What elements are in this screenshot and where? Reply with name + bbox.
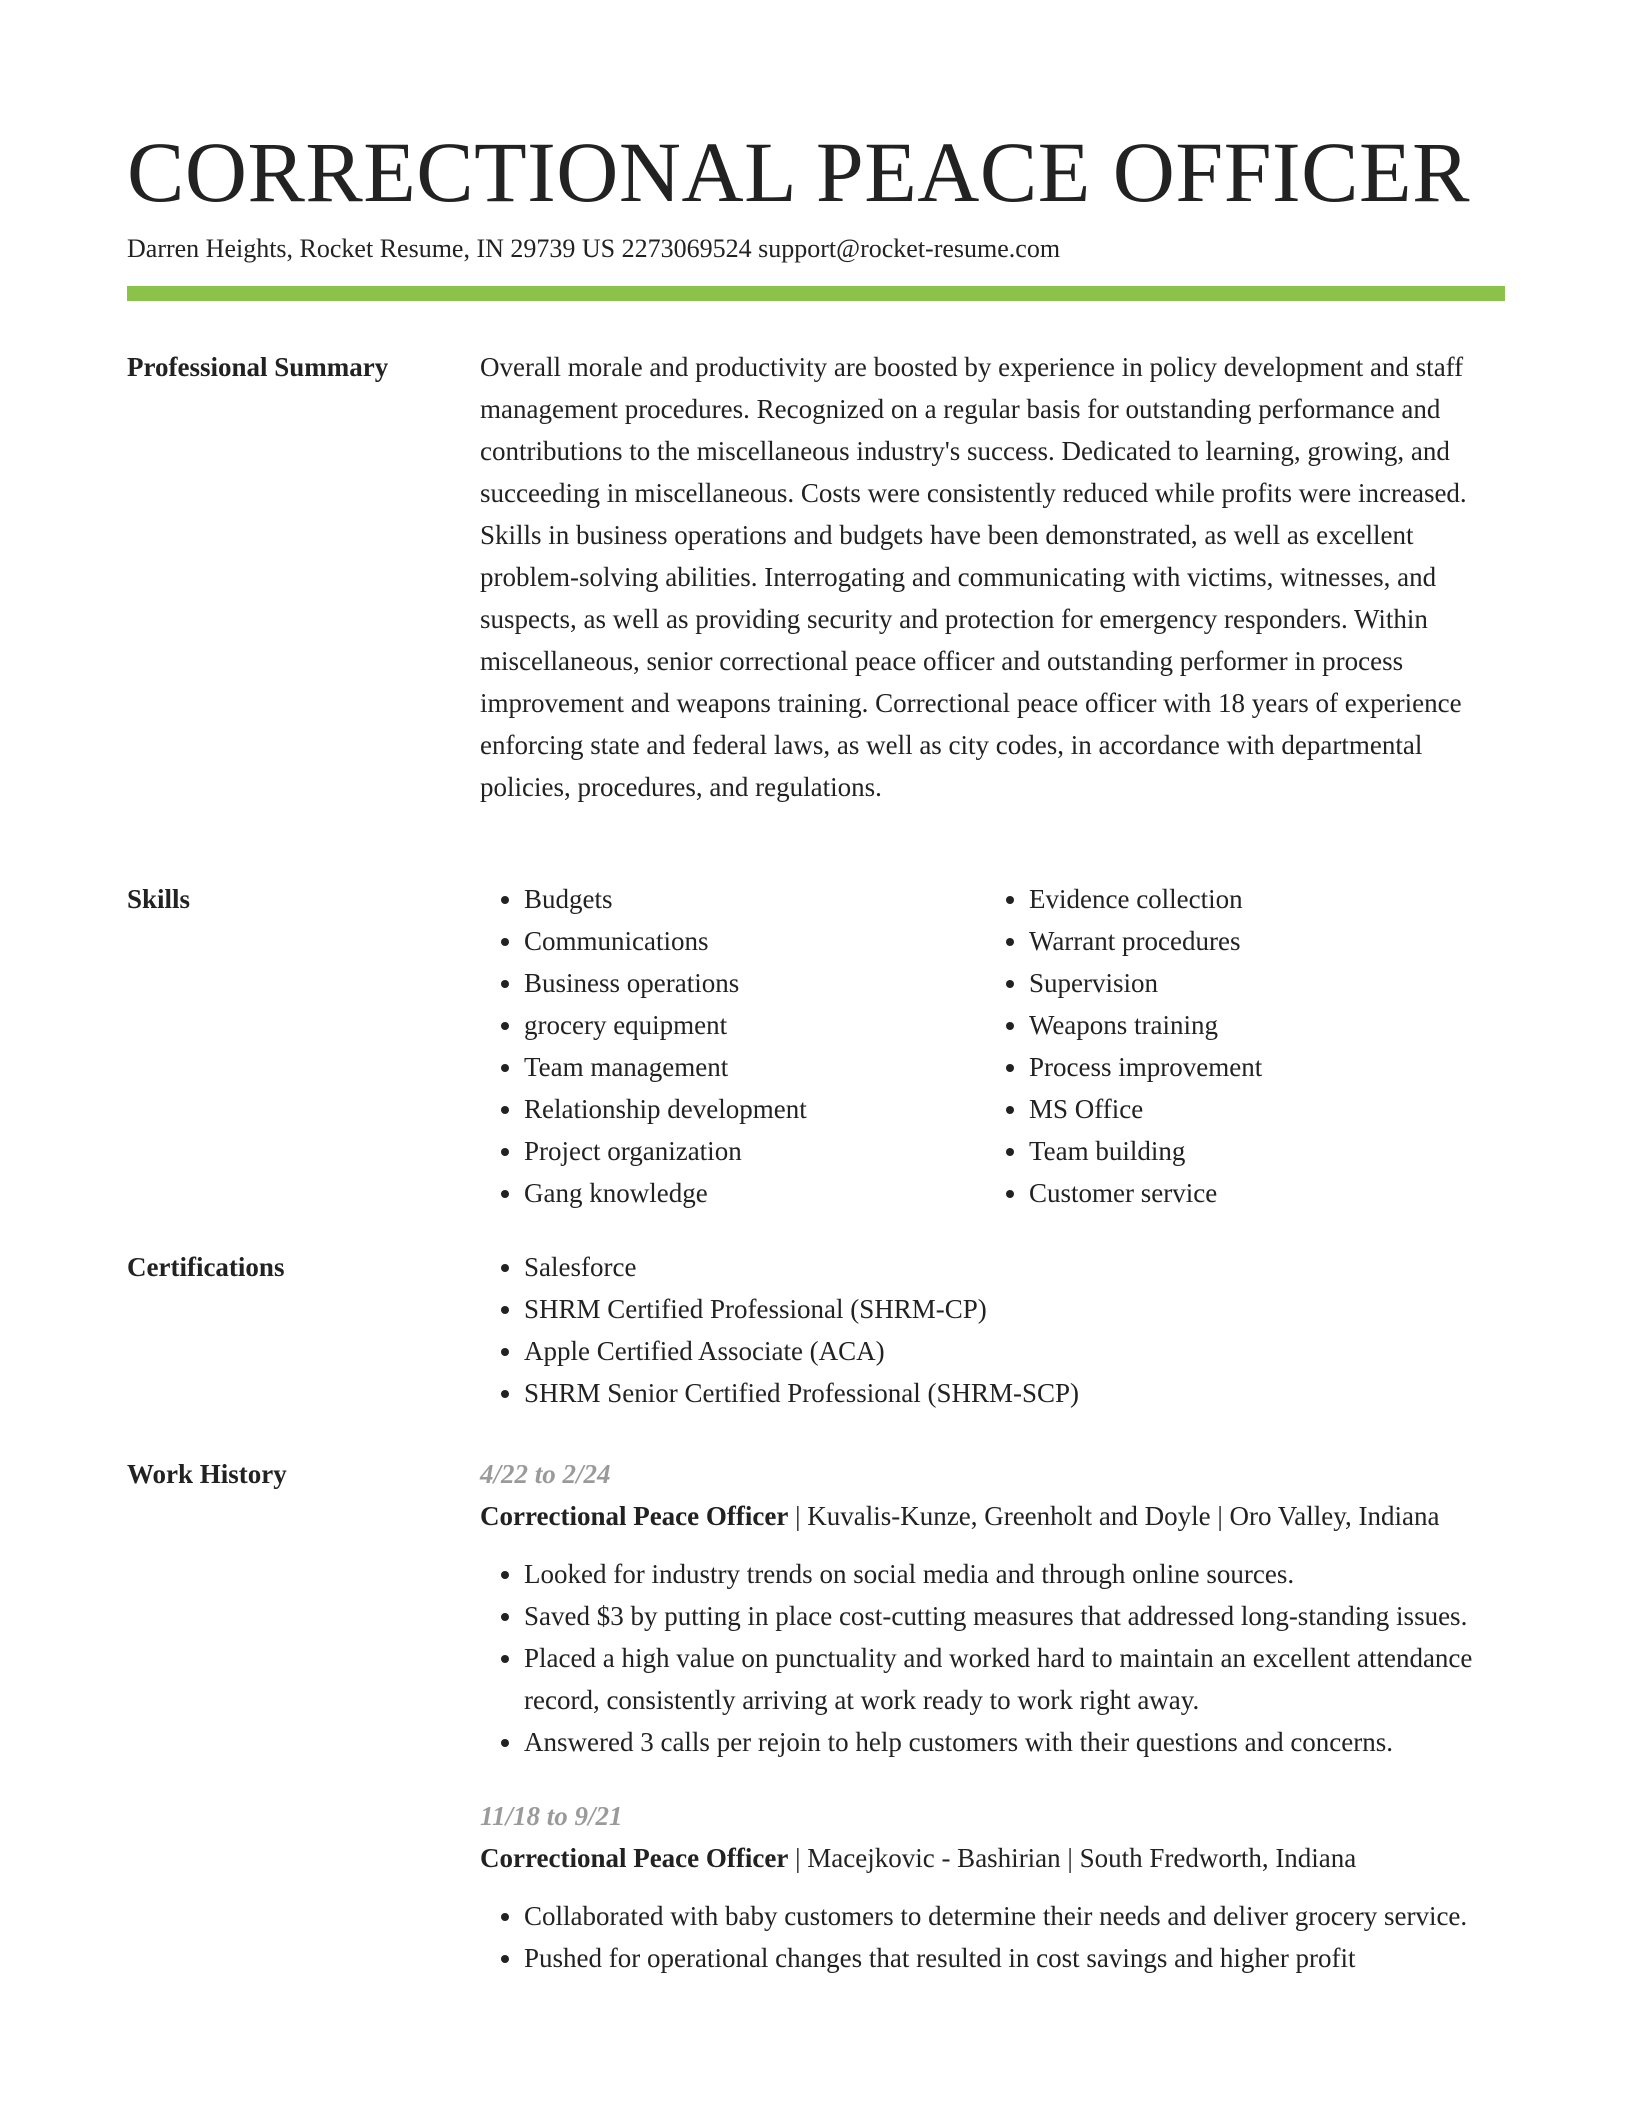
job-header	[480, 1837, 1505, 1879]
skill-item: • grocery equipment	[524, 1004, 985, 1046]
summary-text: Overall morale and productivity are boosted by experience in policy development and staff management procedures. Recognized on a regular basis for outstanding performance and contributions to the miscellaneous industry's success. Dedicated to learning, growing, and succeeding in miscellaneous. Costs were consistently reduced while profits were increased. Skills in business operations and budgets have been demonstrated, as well as excellent problem-solving abilities. Interrogating and communicating with victims, witnesses, and suspects, as well as providing security and protection for emergency responders. Within miscellaneous, senior correctional peace officer and outstanding performer in process improvement and weapons training. Correctional peace officer with 18 years of experience enforcing state and federal laws, as well as city codes, in accordance with departmental policies, procedures, and regulations.	[480, 352, 1467, 802]
job-title: Correctional Peace Officer	[480, 1843, 789, 1873]
skill-item: • Weapons training	[1029, 1004, 1490, 1046]
skill-item: • Project organization	[524, 1130, 985, 1172]
job-bullet: • Pushed for operational changes that resulted in cost savings and higher profit	[524, 1937, 1505, 1979]
certification-item: • SHRM Senior Certified Professional (SHRM-SCP)	[524, 1372, 1505, 1414]
skill-item: • Gang knowledge	[524, 1172, 985, 1214]
resume-title: CORRECTIONAL PEACE OFFICER	[127, 124, 1470, 220]
skill-item: • Supervision	[1029, 962, 1490, 1004]
job-dates: 4/22 to 2/24	[480, 1459, 611, 1489]
job-bullets	[480, 1553, 1505, 1763]
job-bullets	[480, 1895, 1505, 1979]
skill-item: • Team building	[1029, 1130, 1490, 1172]
skill-item: • Evidence collection	[1029, 878, 1490, 920]
job-entry	[480, 1453, 1505, 1763]
contact-line: Darren Heights, Rocket Resume, IN 29739 US 2273069524 support@rocket-resume.com	[127, 234, 1061, 263]
skill-item: • Communications	[524, 920, 985, 962]
job-header	[480, 1495, 1505, 1537]
section-title-skills: Skills	[127, 884, 191, 914]
skill-item: • Relationship development	[524, 1088, 985, 1130]
job-bullet: • Looked for industry trends on social media and through online sources.	[524, 1553, 1505, 1595]
job-employer-location: | Kuvalis-Kunze, Greenholt and Doyle | Oro Valley, Indiana	[788, 1501, 1440, 1531]
skill-item: • Warrant procedures	[1029, 920, 1490, 962]
skill-item: • Process improvement	[1029, 1046, 1490, 1088]
skill-item: • MS Office	[1029, 1088, 1490, 1130]
job-title: Correctional Peace Officer	[480, 1501, 789, 1531]
skill-item: • Team management	[524, 1046, 985, 1088]
skills-list-right	[985, 878, 1490, 1214]
section-title-summary: Professional Summary	[127, 352, 389, 382]
skills-list-left	[480, 878, 985, 1214]
skill-item: • Business operations	[524, 962, 985, 1004]
job-employer-location: | Macejkovic - Bashirian | South Fredworth, Indiana	[788, 1843, 1357, 1873]
certification-item: • SHRM Certified Professional (SHRM-CP)	[524, 1288, 1505, 1330]
certification-item: • Salesforce	[524, 1246, 1505, 1288]
job-bullet: • Placed a high value on punctuality and worked hard to maintain an excellent attendance record, consistently arriving at work ready to work right away.	[524, 1637, 1505, 1721]
skill-item: • Budgets	[524, 878, 985, 920]
skill-item: • Customer service	[1029, 1172, 1490, 1214]
job-bullet: • Answered 3 calls per rejoin to help customers with their questions and concerns.	[524, 1721, 1505, 1763]
certifications-list	[480, 1246, 1505, 1414]
section-title-work-history: Work History	[127, 1459, 287, 1489]
section-title-certifications: Certifications	[127, 1252, 285, 1282]
job-bullet: • Collaborated with baby customers to determine their needs and deliver grocery service.	[524, 1895, 1505, 1937]
job-bullet: • Saved $3 by putting in place cost-cutting measures that addressed long-standing issues.	[524, 1595, 1505, 1637]
job-dates: 11/18 to 9/21	[480, 1801, 623, 1831]
certification-item: • Apple Certified Associate (ACA)	[524, 1330, 1505, 1372]
header-divider	[127, 286, 1505, 301]
job-entry	[480, 1795, 1505, 1979]
